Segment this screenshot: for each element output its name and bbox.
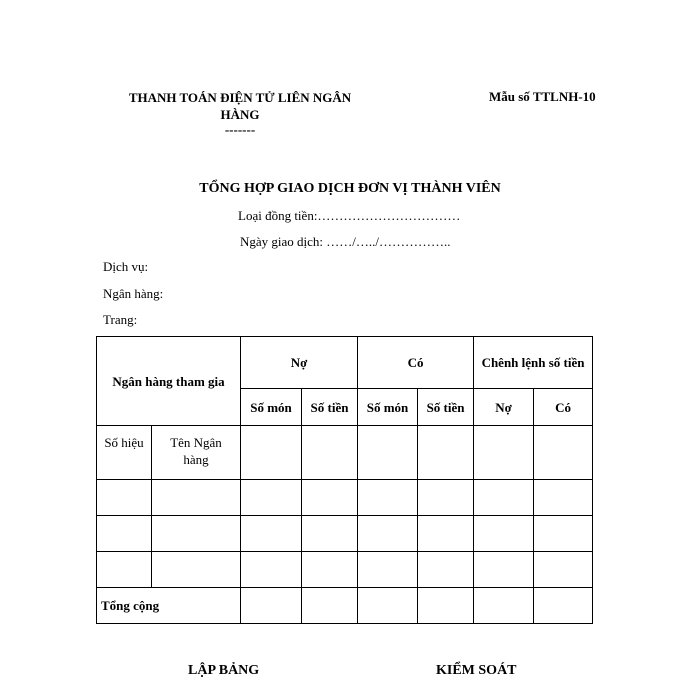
currency-field: Loại đồng tiền:…………………………… [238,208,461,223]
table-cell [474,516,534,552]
table-cell [97,552,152,588]
table-row [97,516,593,552]
table-row [97,426,593,480]
table-cell [241,516,302,552]
table-cell [152,552,241,588]
table-cell [534,516,593,552]
table-cell [534,426,593,480]
table-cell [418,588,474,624]
table-row [97,480,593,516]
table-cell [97,516,152,552]
table-cell [152,516,241,552]
table-cell [534,552,593,588]
header-separator: ------- [224,122,256,137]
header-credit-count: Số món [358,389,418,426]
header-bank-name: Tên Ngân hàng [152,426,241,480]
form-code: Mẫu số TTLNH-10 [489,89,596,104]
header-difference-debit: Nợ [474,389,534,426]
table-cell [418,480,474,516]
header-bank-code: Số hiệu [97,426,152,480]
table-cell [302,516,358,552]
header-debit-count: Số món [241,389,302,426]
header-credit: Có [358,337,474,389]
table-cell [241,480,302,516]
table-cell [418,426,474,480]
table-cell [241,426,302,480]
table-cell [418,552,474,588]
table-cell [358,516,418,552]
table-cell [241,552,302,588]
table-cell [474,588,534,624]
table-cell [474,480,534,516]
service-label: Dịch vụ: [103,259,149,274]
table-total-row [97,588,593,624]
bank-label: Ngân hàng: [103,286,164,301]
table-cell [97,480,152,516]
header-difference: Chênh lệnh số tiền [474,337,593,389]
total-label: Tổng cộng [97,588,241,624]
signature-prepared-by: LẬP BẢNG [188,663,260,678]
table-row [97,552,593,588]
table-cell [302,588,358,624]
table-header-row [97,337,593,389]
header-credit-amount: Số tiền [418,389,474,426]
header-difference-credit: Có [534,389,593,426]
table-cell [358,426,418,480]
table-cell [474,552,534,588]
table-cell [358,480,418,516]
table-cell [302,426,358,480]
header-debit: Nợ [241,337,358,389]
header-debit-amount: Số tiền [302,389,358,426]
table-cell [302,480,358,516]
table-cell [534,588,593,624]
transaction-date-field: Ngày giao dịch: ……/…../…………….. [240,234,451,249]
signature-controlled-by: KIỂM SOÁT [436,663,517,678]
document-title: TỔNG HỢP GIAO DỊCH ĐƠN VỊ THÀNH VIÊN [199,181,501,196]
table-cell [534,480,593,516]
table-cell [358,588,418,624]
organization-name: THANH TOÁN ĐIỆN TỬ LIÊN NGÂN HÀNG [128,90,352,122]
table-cell [152,480,241,516]
transaction-summary-table [96,336,593,624]
table-cell [302,552,358,588]
table-cell [358,552,418,588]
header-participating-bank: Ngân hàng tham gia [97,337,241,426]
page-label: Trang: [103,312,138,327]
table-cell [241,588,302,624]
table-cell [474,426,534,480]
table-cell [418,516,474,552]
